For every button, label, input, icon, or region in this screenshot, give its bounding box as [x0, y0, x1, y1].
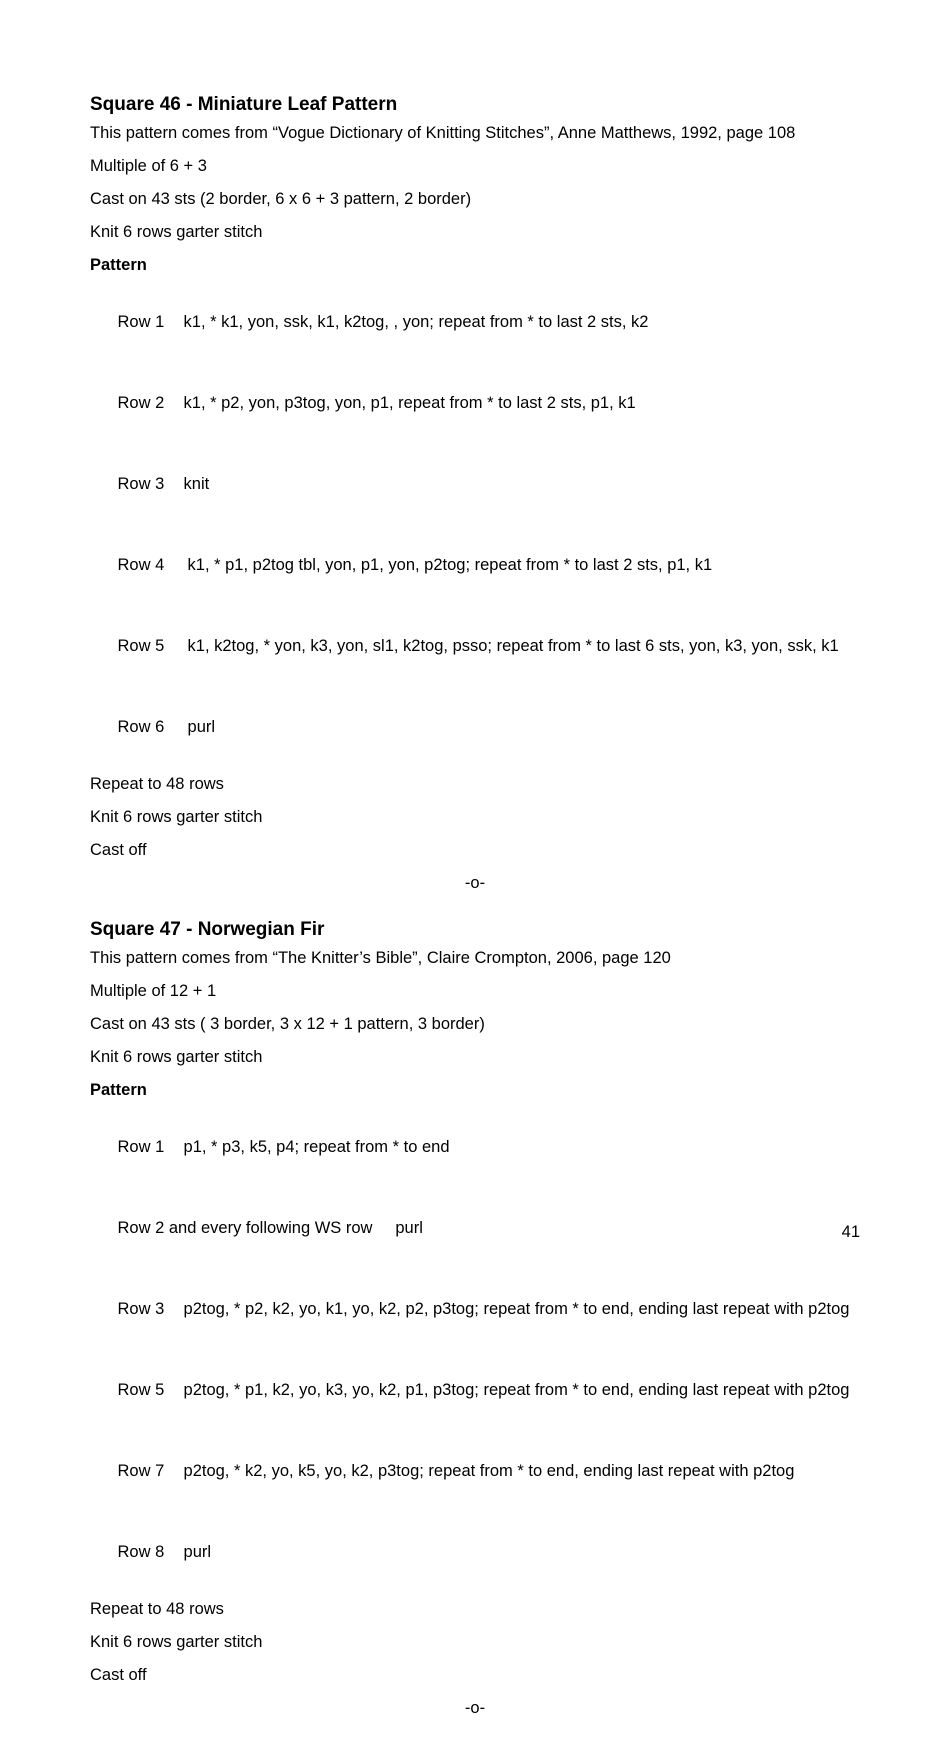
garter-border-start: Knit 6 rows garter stitch — [90, 223, 263, 241]
section-square-47 — [90, 913, 860, 1720]
row-label: Row 5 — [117, 637, 165, 655]
section-separator: -o- — [464, 874, 486, 892]
row-instruction: k1, * p2, yon, p3tog, yon, p1, repeat from * to last 2 sts, p1, k1 — [183, 394, 636, 412]
document-page — [90, 88, 860, 1738]
garter-border-end: Knit 6 rows garter stitch — [90, 1633, 263, 1651]
row-label: Row 3 — [117, 475, 165, 493]
row-instruction: knit — [183, 475, 210, 493]
cast-off-instruction: Cast off — [90, 841, 147, 859]
pattern-source: This pattern comes from “The Knitter’s Bible”, Claire Crompton, 2006, page 120 — [90, 949, 671, 967]
pattern-label: Pattern — [90, 256, 147, 274]
pattern-row — [90, 1111, 860, 1183]
row-label: Row 2 and every following WS row — [117, 1219, 373, 1237]
section-separator: -o- — [464, 1699, 486, 1717]
row-instruction: k1, k2tog, * yon, k3, yon, sl1, k2tog, psso; repeat from * to last 6 sts, yon, k3, yon, ssk, k1 — [187, 637, 839, 655]
row-instruction: k1, * k1, yon, ssk, k1, k2tog, , yon; repeat from * to last 2 sts, k2 — [183, 313, 649, 331]
row-instruction: purl — [183, 1543, 212, 1561]
row-label: Row 5 — [117, 1381, 165, 1399]
pattern-row — [90, 610, 860, 682]
row-label: Row 2 — [117, 394, 165, 412]
pattern-row — [90, 529, 860, 601]
page-number: 41 — [841, 1223, 860, 1241]
pattern-row — [90, 1516, 860, 1588]
row-label: Row 1 — [117, 1138, 165, 1156]
repeat-instruction: Repeat to 48 rows — [90, 775, 224, 793]
pattern-row — [90, 1192, 860, 1264]
section-title: Square 47 - Norwegian Fir — [90, 919, 325, 940]
cast-on-instruction: Cast on 43 sts ( 3 border, 3 x 12 + 1 pattern, 3 border) — [90, 1015, 485, 1033]
cast-on-instruction: Cast on 43 sts (2 border, 6 x 6 + 3 pattern, 2 border) — [90, 190, 472, 208]
pattern-row — [90, 286, 860, 358]
garter-border-end: Knit 6 rows garter stitch — [90, 808, 263, 826]
row-instruction: p2tog, * k2, yo, k5, yo, k2, p3tog; repeat from * to end, ending last repeat with p2tog — [183, 1462, 795, 1480]
row-instruction: p2tog, * p1, k2, yo, k3, yo, k2, p1, p3tog; repeat from * to end, ending last repeat with p2tog — [183, 1381, 850, 1399]
repeat-instruction: Repeat to 48 rows — [90, 1600, 224, 1618]
pattern-row — [90, 448, 860, 520]
cast-off-instruction: Cast off — [90, 1666, 147, 1684]
row-label: Row 1 — [117, 313, 165, 331]
stitch-multiple: Multiple of 6 + 3 — [90, 157, 207, 175]
row-label: Row 4 — [117, 556, 165, 574]
row-instruction: purl — [395, 1219, 423, 1237]
pattern-row — [90, 1273, 860, 1345]
garter-border-start: Knit 6 rows garter stitch — [90, 1048, 263, 1066]
pattern-row — [90, 367, 860, 439]
row-label: Row 7 — [117, 1462, 165, 1480]
stitch-multiple: Multiple of 12 + 1 — [90, 982, 217, 1000]
row-instruction: p1, * p3, k5, p4; repeat from * to end — [183, 1138, 450, 1156]
row-label: Row 6 — [117, 718, 165, 736]
pattern-row — [90, 691, 860, 763]
row-label: Row 3 — [117, 1300, 165, 1318]
pattern-row — [90, 1354, 860, 1426]
row-instruction: p2tog, * p2, k2, yo, k1, yo, k2, p2, p3tog; repeat from * to end, ending last repeat with p2tog — [183, 1300, 850, 1318]
row-label: Row 8 — [117, 1543, 165, 1561]
pattern-label: Pattern — [90, 1081, 147, 1099]
section-square-46 — [90, 88, 860, 895]
row-instruction: k1, * p1, p2tog tbl, yon, p1, yon, p2tog; repeat from * to last 2 sts, p1, k1 — [187, 556, 713, 574]
pattern-source: This pattern comes from “Vogue Dictionary of Knitting Stitches”, Anne Matthews, 1992, page 108 — [90, 124, 796, 142]
section-title: Square 46 - Miniature Leaf Pattern — [90, 94, 398, 115]
row-instruction: purl — [187, 718, 216, 736]
pattern-row — [90, 1435, 860, 1507]
